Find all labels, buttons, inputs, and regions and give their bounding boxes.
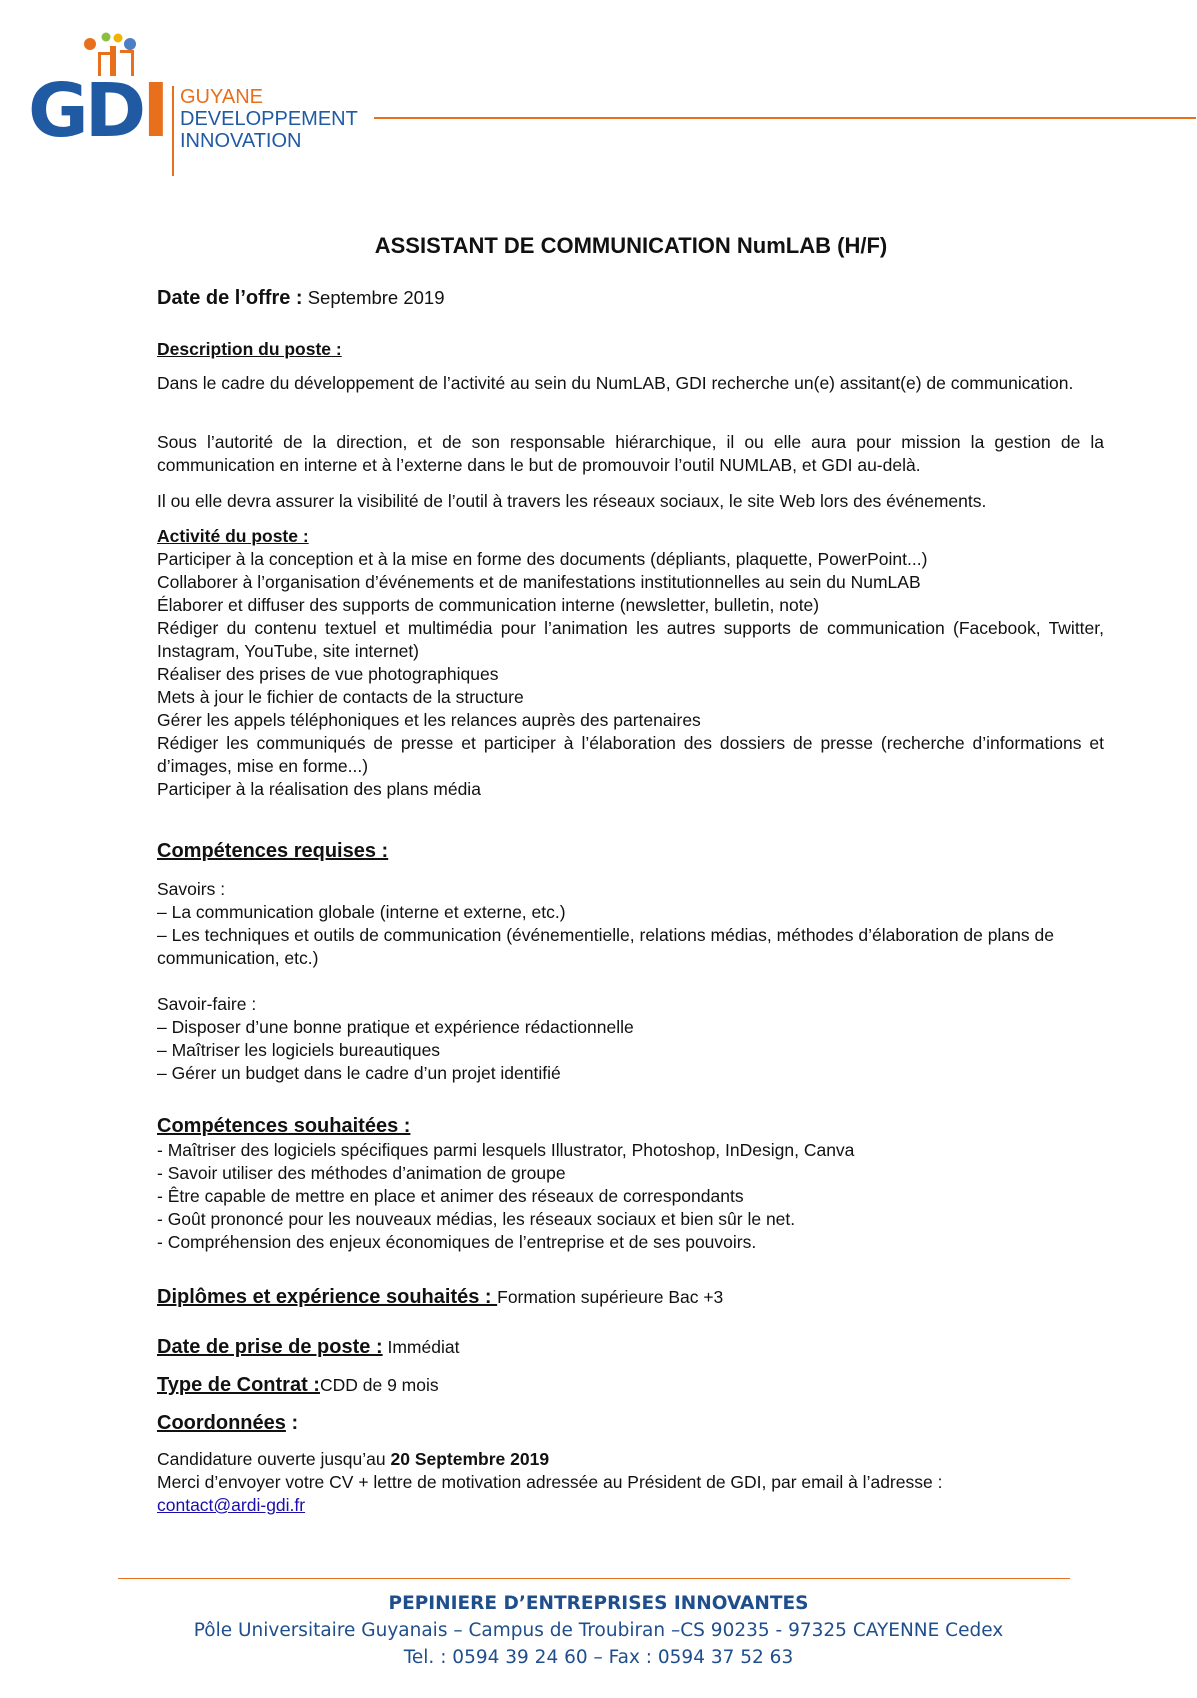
contact-heading bbox=[157, 1412, 1104, 1435]
offer-date bbox=[157, 286, 1104, 310]
savoirs-label: Savoirs : bbox=[157, 879, 226, 899]
diplomas-label: Diplômes et expérience souhaités : bbox=[157, 1286, 498, 1308]
list-item: - Maîtriser des logiciels spécifiques parmi lesquels Illustrator, Photoshop, InDesign, Canva bbox=[157, 1140, 855, 1160]
offer-date-label: Date de l’offre : bbox=[157, 287, 303, 309]
desired-skills-heading: Compétences souhaitées : bbox=[157, 1115, 411, 1137]
list-item: Rédiger les communiqués de presse et participer à l’élaboration des dossiers de presse (recherche d’informations et d’images, mise en forme...) bbox=[157, 733, 1104, 776]
list-item: Élaborer et diffuser des supports de communication interne (newsletter, bulletin, note) bbox=[157, 595, 820, 615]
page-title: ASSISTANT DE COMMUNICATION NumLAB (H/F) bbox=[374, 233, 888, 258]
footer-title: PEPINIERE D’ENTREPRISES INNOVANTES bbox=[388, 1593, 809, 1614]
logo-divider bbox=[172, 86, 174, 176]
desired-skills-list bbox=[157, 1139, 1104, 1254]
description-paragraph-3: Il ou elle devra assurer la visibilité de l’outil à travers les réseaux sociaux, le site Web lors des événements. bbox=[157, 491, 987, 511]
contact-heading-label: Coordonnées bbox=[157, 1412, 286, 1434]
list-item: - Compréhension des enjeux économiques de l’entreprise et de ses pouvoirs. bbox=[157, 1232, 757, 1252]
list-item: Collaborer à l’organisation d’événements et de manifestations institutionnelles au sein du NumLAB bbox=[157, 572, 921, 592]
footer-phone: Tel. : 0594 39 24 60 – Fax : 0594 37 52 63 bbox=[403, 1647, 794, 1668]
list-item: Rédiger du contenu textuel et multimédia pour l’animation les autres supports de communication (Facebook, Twitter, Instagram, YouTube, site internet) bbox=[157, 618, 1104, 661]
list-item: Participer à la conception et à la mise en forme des documents (dépliants, plaquette, PowerPoint...) bbox=[157, 549, 928, 569]
description-paragraph-2: Sous l’autorité de la direction, et de son responsable hiérarchique, il ou elle aura pour mission la gestion de la communication en interne et à l’externe dans le but de promouvoir l’outil NUMLAB, et GDI au-delà. bbox=[157, 432, 1104, 475]
list-item: Participer à la réalisation des plans média bbox=[157, 779, 481, 799]
list-item: – Maîtriser les logiciels bureautiques bbox=[157, 1040, 441, 1060]
contract-type-label: Type de Contrat : bbox=[157, 1374, 320, 1396]
activity-heading: Activité du poste : bbox=[157, 526, 309, 546]
contract-type bbox=[157, 1374, 1104, 1397]
deadline-prefix: Candidature ouverte jusqu’au bbox=[157, 1449, 391, 1469]
footer bbox=[0, 1590, 1197, 1671]
logo-wordmark: GDI bbox=[28, 68, 166, 154]
list-item: - Goût prononcé pour les nouveaux médias, les réseaux sociaux et bien sûr le net. bbox=[157, 1209, 796, 1229]
start-date bbox=[157, 1336, 1104, 1359]
activity-list bbox=[157, 548, 1104, 801]
contract-type-value: CDD de 9 mois bbox=[319, 1375, 439, 1395]
logo-line-2: DEVELOPPEMENT bbox=[180, 108, 358, 130]
list-item: – Disposer d’une bonne pratique et expérience rédactionnelle bbox=[157, 1017, 634, 1037]
required-skills-savoirs bbox=[157, 878, 1104, 970]
footer-rule bbox=[118, 1578, 1070, 1579]
header-rule bbox=[374, 117, 1196, 119]
list-item: – Gérer un budget dans le cadre d’un projet identifié bbox=[157, 1063, 561, 1083]
savoir-faire-label: Savoir-faire : bbox=[157, 994, 257, 1014]
footer-address: Pôle Universitaire Guyanais – Campus de Troubiran –CS 90235 - 97325 CAYENNE Cedex bbox=[193, 1620, 1004, 1641]
logo-line-1: GUYANE bbox=[180, 86, 263, 108]
diplomas bbox=[157, 1286, 1104, 1309]
application-deadline bbox=[157, 1448, 1104, 1471]
start-date-label: Date de prise de poste : bbox=[157, 1336, 383, 1358]
start-date-value: Immédiat bbox=[382, 1337, 460, 1357]
gdi-logo bbox=[28, 32, 358, 162]
contact-email-link[interactable]: contact@ardi-gdi.fr bbox=[157, 1495, 306, 1515]
list-item: Réaliser des prises de vue photographiques bbox=[157, 664, 499, 684]
list-item: – Les techniques et outils de communication (événementielle, relations médias, méthodes d’élaboration de plans de communication, etc.) bbox=[157, 925, 1054, 968]
description-paragraph-1: Dans le cadre du développement de l’activité au sein du NumLAB, GDI recherche un(e) assitant(e) de communication. bbox=[157, 373, 1074, 393]
description-heading: Description du poste : bbox=[157, 339, 342, 359]
list-item: Gérer les appels téléphoniques et les relances auprès des partenaires bbox=[157, 710, 701, 730]
logo-line-3: INNOVATION bbox=[180, 130, 302, 152]
list-item: Mets à jour le fichier de contacts de la structure bbox=[157, 687, 524, 707]
contact-heading-colon: : bbox=[285, 1412, 299, 1434]
diplomas-value: Formation supérieure Bac +3 bbox=[497, 1287, 724, 1307]
list-item: - Savoir utiliser des méthodes d’animation de groupe bbox=[157, 1163, 566, 1183]
deadline-date: 20 Septembre 2019 bbox=[390, 1449, 550, 1469]
list-item: – La communication globale (interne et externe, etc.) bbox=[157, 902, 566, 922]
required-skills-savoir-faire bbox=[157, 993, 1104, 1085]
required-skills-heading: Compétences requises : bbox=[157, 840, 389, 862]
logo-subtitle bbox=[180, 86, 358, 152]
contact-details bbox=[157, 1448, 1104, 1517]
list-item: - Être capable de mettre en place et animer des réseaux de correspondants bbox=[157, 1186, 744, 1206]
application-instructions: Merci d’envoyer votre CV + lettre de motivation adressée au Président de GDI, par email à l’adresse : bbox=[157, 1472, 943, 1492]
offer-date-value: Septembre 2019 bbox=[302, 287, 445, 308]
